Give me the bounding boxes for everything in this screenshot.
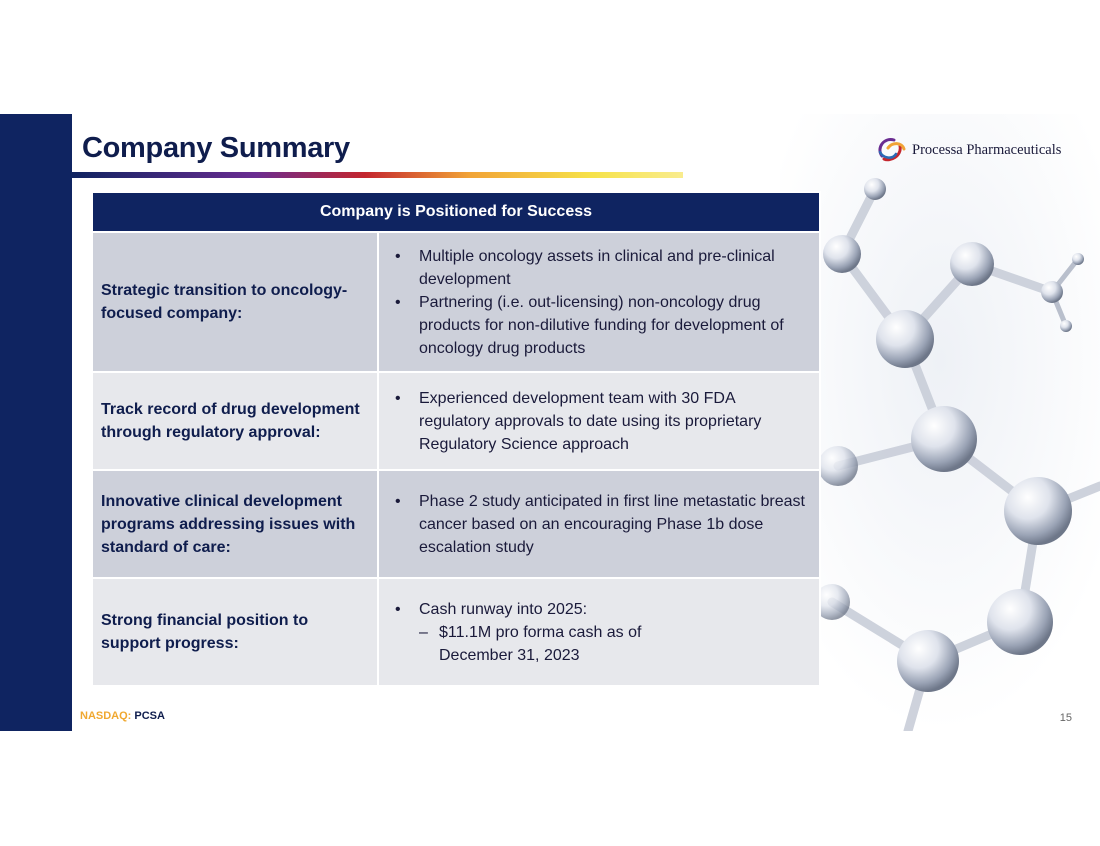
row-label: Strong financial position to support progress: — [92, 578, 378, 686]
stock-ticker — [80, 710, 165, 722]
table-row — [92, 372, 820, 470]
exchange-label: NASDAQ: — [80, 710, 132, 722]
page-title: Company Summary — [82, 132, 350, 164]
row-label: Innovative clinical development programs addressing issues with standard of care: — [92, 470, 378, 578]
ticker-symbol: PCSA — [134, 710, 165, 722]
company-logo — [874, 134, 1061, 166]
title-gradient-rule — [72, 172, 683, 178]
sub-bullet-item: – $11.1M pro forma cash as of December 31, 2023 — [419, 621, 669, 667]
summary-table — [91, 191, 821, 687]
bullet-item — [391, 598, 809, 667]
row-detail — [378, 232, 820, 372]
bullet-item: • Partnering (i.e. out-licensing) non-oncology drug products for non-dilutive funding for development of oncology drug products — [391, 291, 809, 360]
swirl-logo-icon — [874, 134, 908, 166]
table-row — [92, 470, 820, 578]
row-label: Strategic transition to oncology-focused company: — [92, 232, 378, 372]
side-bar — [0, 114, 72, 731]
page-number: 15 — [1059, 712, 1072, 724]
row-detail — [378, 372, 820, 470]
table-heading: Company is Positioned for Success — [92, 192, 820, 232]
row-detail — [378, 578, 820, 686]
row-detail — [378, 470, 820, 578]
row-label: Track record of drug development through regulatory approval: — [92, 372, 378, 470]
bullet-item: • Multiple oncology assets in clinical and pre-clinical development — [391, 245, 809, 291]
table-row — [92, 578, 820, 686]
molecule-illustration — [780, 114, 1100, 731]
logo-text: Processa Pharmaceuticals — [912, 141, 1062, 158]
slide — [0, 114, 1100, 731]
table-row — [92, 232, 820, 372]
bullet-item: • Phase 2 study anticipated in first line metastatic breast cancer based on an encouraging Phase 1b dose escalation study — [391, 490, 809, 559]
bullet-item: • Experienced development team with 30 FDA regulatory approvals to date using its proprietary Regulatory Science approach — [391, 387, 809, 456]
bullet-text: Cash runway into 2025: — [419, 600, 588, 618]
